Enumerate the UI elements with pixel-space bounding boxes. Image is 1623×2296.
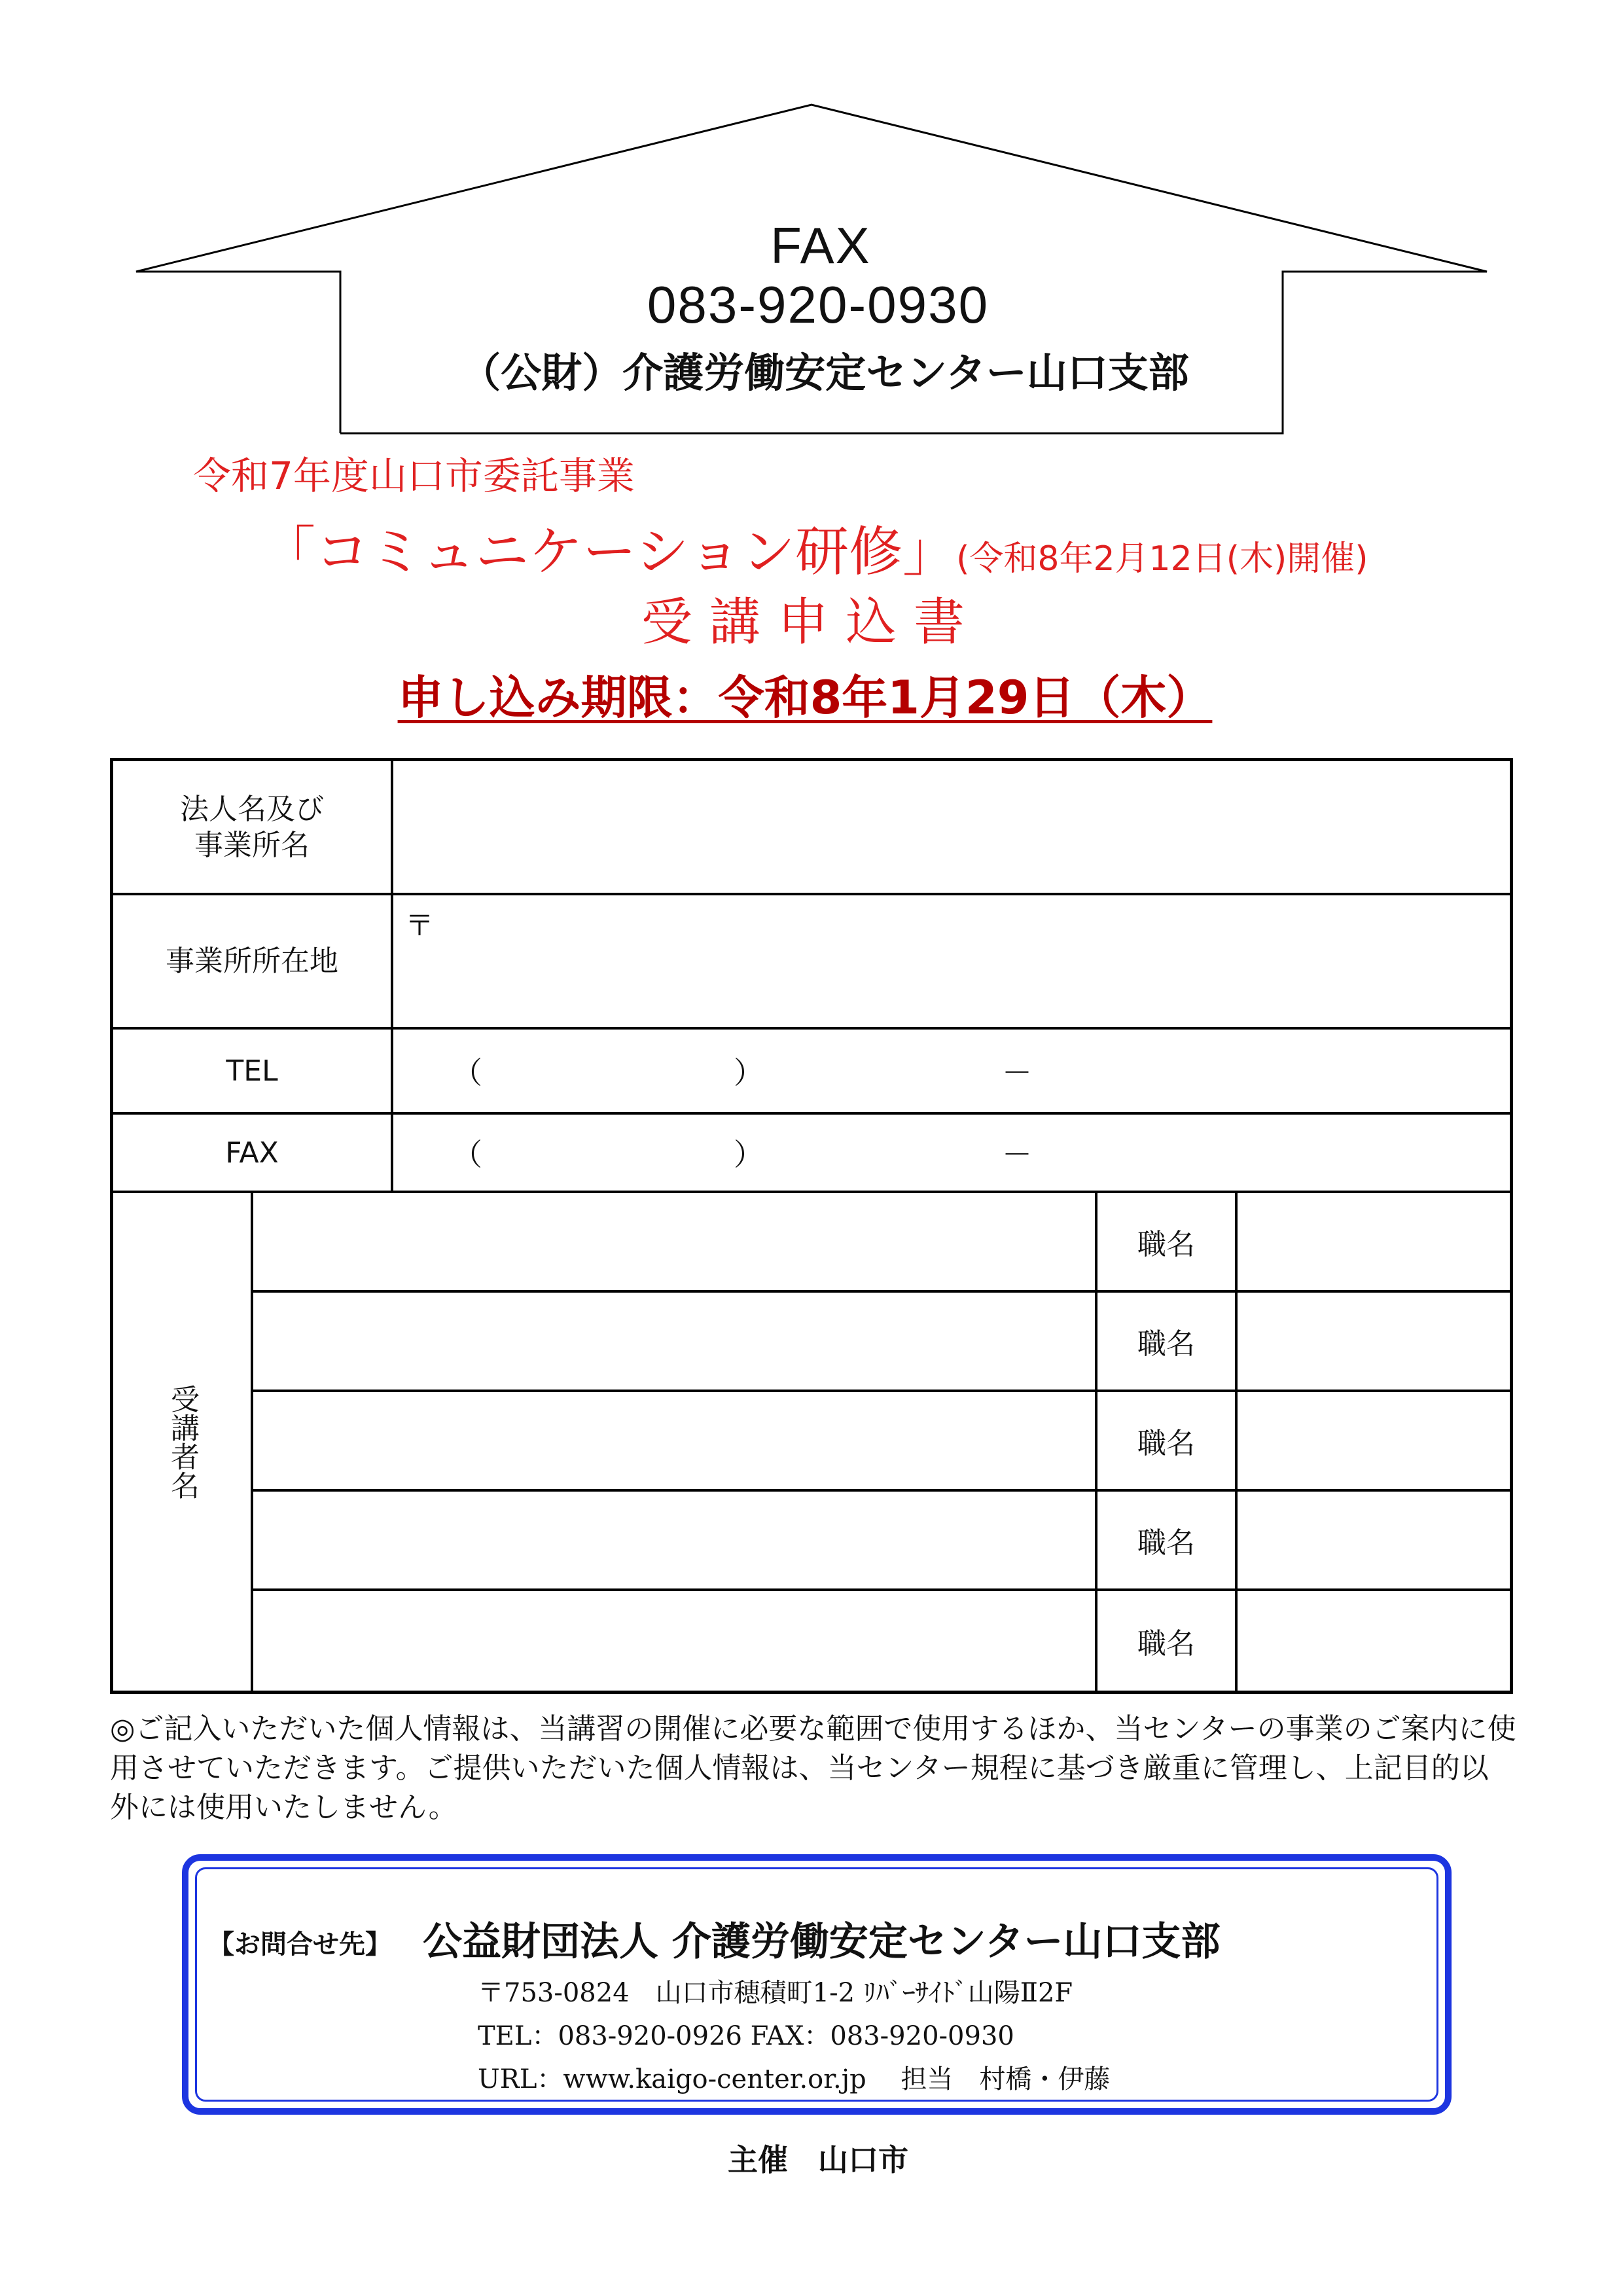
- contact-address: 〒753-0824 山口市穂積町1-2 ﾘﾊﾞｰｻｲﾄﾞ山陽Ⅱ2F: [478, 1978, 1073, 2008]
- fax-number: 083-920-0930: [647, 276, 990, 334]
- address-label: 事業所所在地: [113, 895, 393, 1027]
- application-deadline: 申し込み期限：令和8年1月29日（木）: [397, 671, 1213, 725]
- position-label: 職名: [1097, 1293, 1238, 1390]
- attendee-row: [253, 1492, 1510, 1591]
- project-title: 令和7年度山口市委託事業: [193, 454, 635, 498]
- attendee-name-field[interactable]: [253, 1293, 1097, 1390]
- fax-label-cell: FAX: [113, 1115, 393, 1191]
- application-form-table: [110, 758, 1513, 1694]
- contact-url-staff: URL：www.kaigo-center.or.jp 担当 村橋・伊藤: [478, 2064, 1111, 2094]
- position-field[interactable]: [1238, 1193, 1510, 1290]
- org-label: 法人名及び 事業所名: [113, 761, 393, 893]
- contact-label: 【お問合せ先】: [208, 1929, 391, 1960]
- contact-phones: TEL：083-920-0926 FAX：083-920-0930: [478, 2021, 1014, 2051]
- fax-label: FAX: [770, 217, 871, 274]
- fax-paren-open: （: [452, 1137, 482, 1172]
- fax-dash: －: [1002, 1137, 1032, 1172]
- privacy-notice: ◎ご記入いただいた個人情報は、当講習の開催に必要な範囲で使用するほか、当センターの事業のご案内に使用させていただきます。ご提供いただいた個人情報は、当センター規程に基づき厳重に管理し、上記目的以外には使用いたしません。: [110, 1712, 1516, 1824]
- address-row: [113, 895, 1510, 1030]
- position-label: 職名: [1097, 1193, 1238, 1290]
- tel-paren-close: ）: [734, 1055, 764, 1090]
- postal-mark: 〒: [405, 909, 434, 942]
- attendee-row: [253, 1591, 1510, 1691]
- tel-paren-open: （: [452, 1055, 482, 1090]
- attendee-row: [253, 1193, 1510, 1293]
- position-label: 職名: [1097, 1591, 1238, 1691]
- course-line: [262, 509, 1368, 586]
- position-field[interactable]: [1238, 1591, 1510, 1691]
- position-field[interactable]: [1238, 1293, 1510, 1390]
- org-name-field[interactable]: [393, 761, 1510, 893]
- host-organization: 主催 山口市: [728, 2142, 908, 2178]
- position-field[interactable]: [1238, 1392, 1510, 1489]
- tel-label: TEL: [113, 1030, 393, 1112]
- attendee-row: [253, 1293, 1510, 1392]
- attendee-name-field[interactable]: [253, 1492, 1097, 1588]
- fax-recipient: （公財）介護労働安定センター山口支部: [460, 349, 1189, 397]
- attendee-row: [253, 1392, 1510, 1492]
- form-title: 受講申込書: [641, 593, 982, 652]
- tel-row: [113, 1030, 1510, 1115]
- contact-box: [182, 1854, 1452, 2115]
- attendee-name-field[interactable]: [253, 1591, 1097, 1691]
- attendee-name-field[interactable]: [253, 1193, 1097, 1290]
- course-title: 「コミュニケーション研修」: [262, 521, 957, 583]
- contact-organization: 公益財団法人 介護労働安定センター山口支部: [423, 1919, 1221, 1965]
- fax-paren-close: ）: [734, 1137, 764, 1172]
- position-field[interactable]: [1238, 1492, 1510, 1588]
- fax-field[interactable]: [393, 1115, 1510, 1191]
- org-row: [113, 761, 1510, 895]
- position-label: 職名: [1097, 1392, 1238, 1489]
- attendee-label: 受講者名: [113, 1193, 253, 1691]
- tel-field[interactable]: [393, 1030, 1510, 1112]
- address-field[interactable]: [393, 895, 1510, 1027]
- fax-row: [113, 1115, 1510, 1193]
- attendee-section: [113, 1193, 1510, 1691]
- tel-dash: －: [1002, 1055, 1032, 1090]
- position-label: 職名: [1097, 1492, 1238, 1588]
- course-date: (令和8年2月12日(木)開催): [956, 539, 1368, 579]
- attendee-name-field[interactable]: [253, 1392, 1097, 1489]
